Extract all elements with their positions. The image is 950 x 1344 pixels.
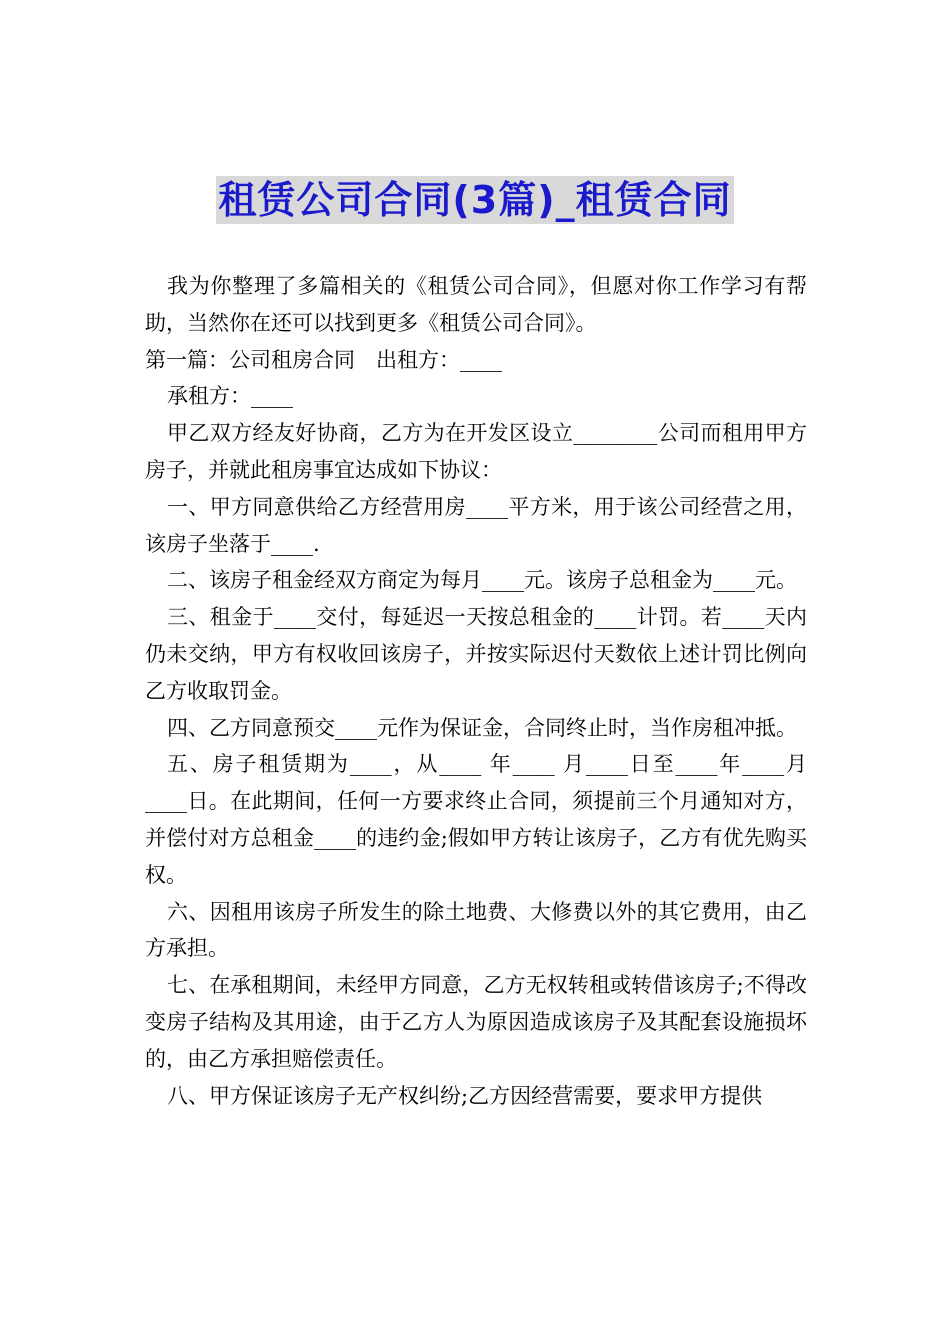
paragraph-intro: 我为你整理了多篇相关的《租赁公司合同》，但愿对你工作学习有帮助，当然你在还可以找到更多《租赁公司合同》。 xyxy=(145,274,807,335)
paragraph-preamble: 甲乙双方经友好协商，乙方为在开发区设立________公司而租用甲方房子，并就此租房事宜达成如下协议： xyxy=(145,421,807,482)
paragraph-clause-5: 五、房子租赁期为____，从____ 年____ 月____日至____年____月____日。在此期间，任何一方要求终止合同，须提前三个月通知对方，并偿付对方总租金____的违约金;假如甲方转让该房子，乙方有优先购买权。 xyxy=(145,752,807,887)
paragraph-clause-1: 一、甲方同意供给乙方经营用房____平方米，用于该公司经营之用，该房子坐落于____. xyxy=(145,494,807,556)
paragraph-lessee: 承租方：____ xyxy=(167,384,293,409)
paragraph-clause-7: 七、在承租期间，未经甲方同意，乙方无权转租或转借该房子;不得改变房子结构及其用途，由于乙方人为原因造成该房子及其配套设施损坏的，由乙方承担赔偿责任。 xyxy=(145,973,807,1071)
paragraph-clause-3: 三、租金于____交付，每延迟一天按总租金的____计罚。若____天内仍未交纳，甲方有权收回该房子，并按实际迟付天数依上述计罚比例向乙方收取罚金。 xyxy=(145,605,807,703)
title-container xyxy=(0,176,950,224)
paragraph-clause-8: 八、甲方保证该房子无产权纠纷;乙方因经营需要，要求甲方提供 xyxy=(167,1083,763,1108)
paragraph-clause-2: 二、该房子租金经双方商定为每月____元。该房子总租金为____元。 xyxy=(167,568,797,593)
paragraph-clause-4: 四、乙方同意预交____元作为保证金，合同终止时，当作房租冲抵。 xyxy=(167,715,797,740)
paragraph-clause-6: 六、因租用该房子所发生的除土地费、大修费以外的其它费用，由乙方承担。 xyxy=(145,899,807,961)
document-title: 租赁公司合同(3篇)_租赁合同 xyxy=(218,178,732,222)
document-body xyxy=(145,268,807,1114)
paragraph-section-heading: 第一篇：公司租房合同 出租方：____ xyxy=(145,347,502,372)
